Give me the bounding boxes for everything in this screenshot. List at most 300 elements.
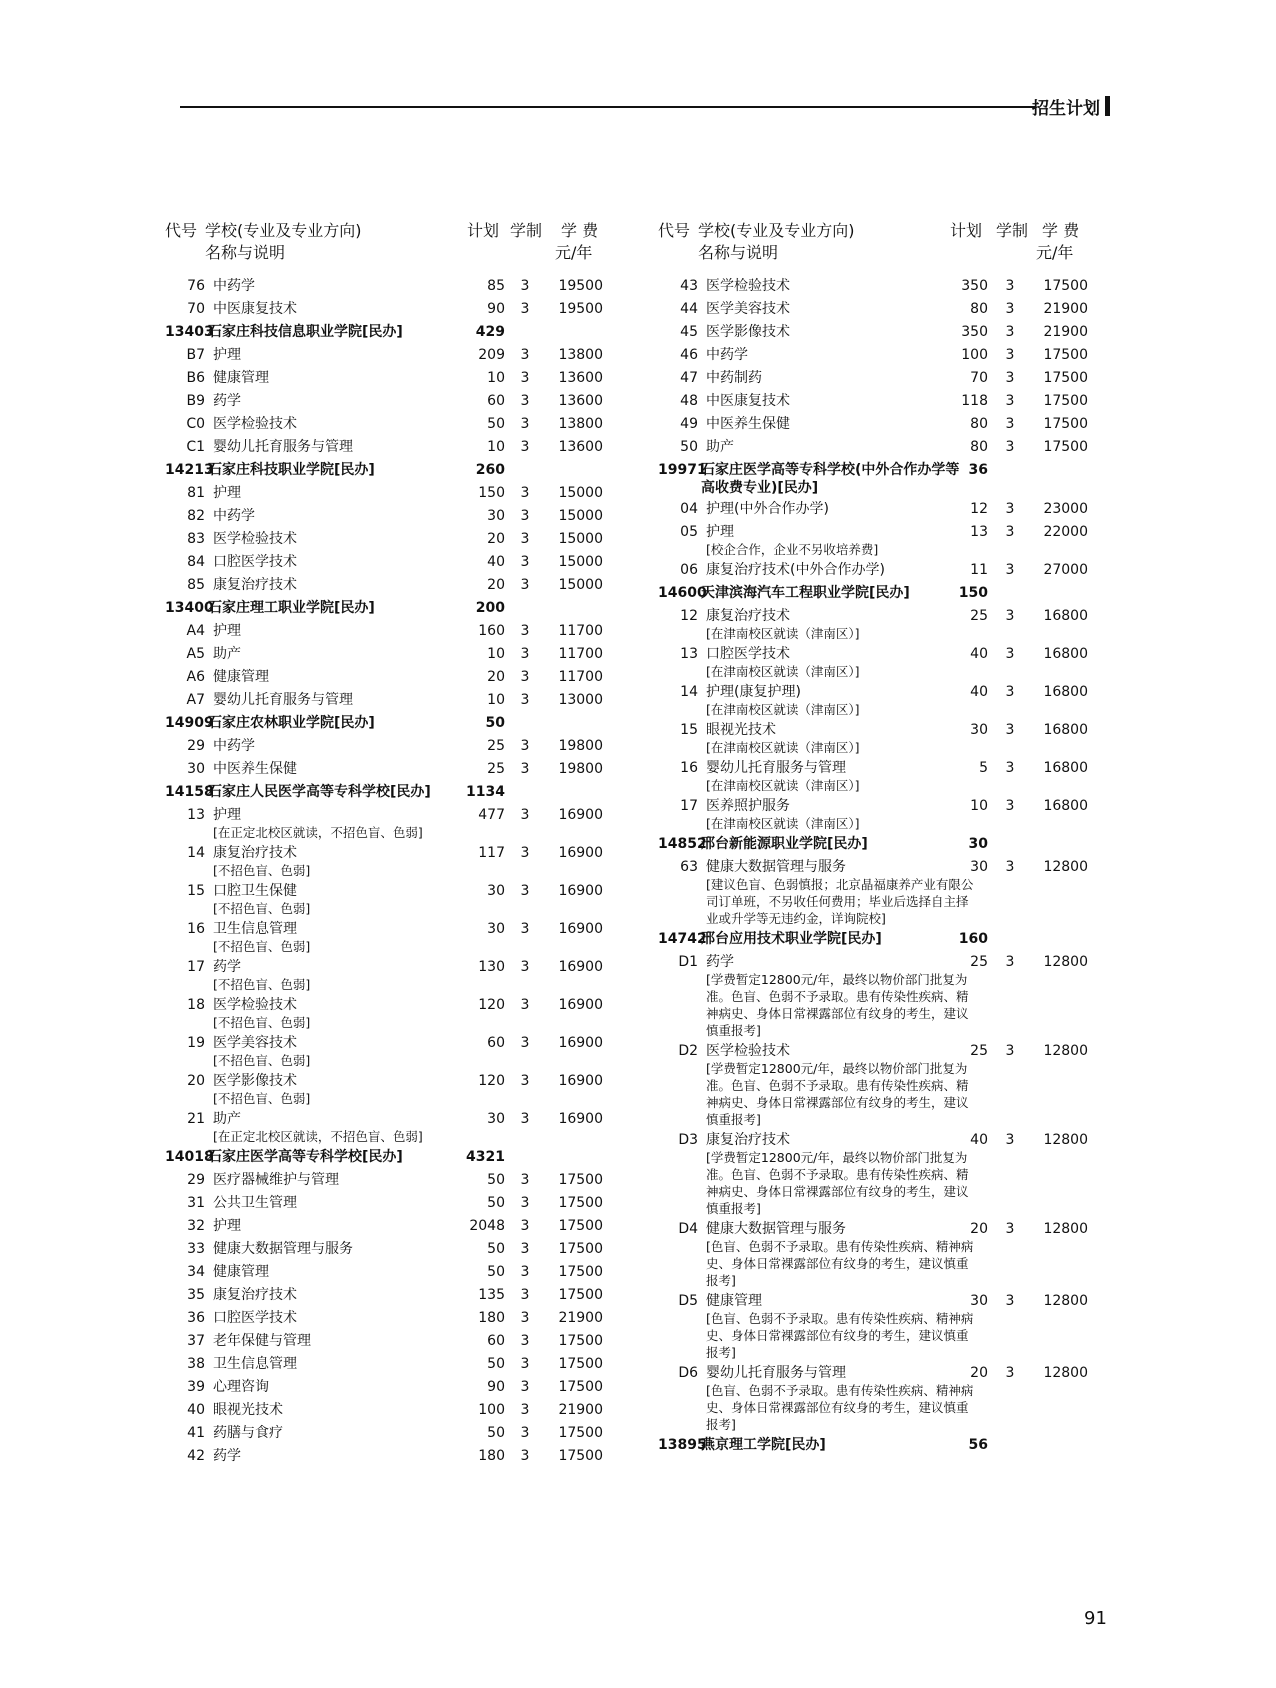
row-code: 43 [680, 278, 698, 294]
major-row [165, 1168, 645, 1191]
row-code: 76 [187, 278, 205, 294]
row-plan: 11 [970, 562, 988, 578]
row-name-cell [701, 927, 971, 948]
row-duration: 3 [1005, 684, 1015, 700]
row-fee: 13600 [558, 393, 603, 409]
row-duration: 3 [520, 1310, 530, 1326]
row-plan: 40 [970, 1132, 988, 1148]
row-name: 老年保健与管理 [213, 1333, 311, 1349]
row-code: 14 [680, 684, 698, 700]
major-row [165, 1214, 645, 1237]
row-name: 眼视光技术 [706, 722, 776, 738]
header-plan: 计划 [950, 221, 983, 240]
row-code: 46 [680, 347, 698, 363]
row-name: 药学 [706, 954, 734, 970]
row-plan: 10 [487, 646, 505, 662]
school-row [165, 596, 645, 619]
row-duration: 3 [520, 1333, 530, 1349]
row-name-cell [213, 550, 503, 571]
row-name: 石家庄农林职业学院[民办] [208, 715, 375, 731]
row-fee: 17500 [1043, 370, 1088, 386]
header-bar-mark [1105, 96, 1110, 116]
row-name: 医学检验技术 [706, 1043, 790, 1059]
row-duration: 3 [520, 301, 530, 317]
row-code: 40 [187, 1402, 205, 1418]
row-code: 84 [187, 554, 205, 570]
major-row [165, 274, 645, 297]
row-name-cell [706, 389, 976, 410]
header-school-line1: 学校(专业及专业方向) [698, 221, 855, 240]
row-name-cell [213, 955, 503, 993]
row-note: [在津南校区就读（津南区）] [706, 740, 860, 755]
row-duration: 3 [520, 347, 530, 363]
row-code: 47 [680, 370, 698, 386]
row-code: 50 [680, 439, 698, 455]
row-code: 29 [187, 738, 205, 754]
row-name-cell [208, 320, 498, 341]
row-name: 健康大数据管理与服务 [706, 1221, 846, 1237]
row-code: 20 [187, 1073, 205, 1089]
major-row [165, 527, 645, 550]
row-fee: 16800 [1043, 608, 1088, 624]
row-name: 药学 [213, 959, 241, 975]
row-note: [在津南校区就读（津南区）] [706, 778, 860, 793]
row-code: 21 [187, 1111, 205, 1127]
header-code: 代号 [658, 221, 691, 240]
row-fee: 23000 [1043, 501, 1088, 517]
row-code: 32 [187, 1218, 205, 1234]
row-duration: 3 [520, 807, 530, 823]
row-name: 石家庄科技信息职业学院[民办] [208, 324, 403, 340]
row-name: 邢台应用技术职业学院[民办] [701, 931, 882, 947]
row-name: 婴幼儿托育服务与管理 [213, 439, 353, 455]
row-plan: 477 [478, 807, 505, 823]
row-plan: 80 [970, 439, 988, 455]
row-fee: 21900 [558, 1310, 603, 1326]
row-plan: 135 [478, 1287, 505, 1303]
major-row [658, 497, 1128, 520]
row-fee: 11700 [558, 646, 603, 662]
row-fee: 16800 [1043, 798, 1088, 814]
row-note: [学费暂定12800元/年，最终以物价部门批复为准。色盲、色弱不予录取。患有传染性疾病、精神病史、身体日常裸露部位有纹身的考生，建议慎重报考] [706, 1061, 969, 1127]
row-duration: 3 [1005, 301, 1015, 317]
major-row [165, 1444, 645, 1467]
row-fee: 16900 [558, 997, 603, 1013]
major-row [658, 343, 1128, 366]
row-note: [在津南校区就读（津南区）] [706, 664, 860, 679]
row-fee: 16900 [558, 1035, 603, 1051]
row-code: 41 [187, 1425, 205, 1441]
school-row [658, 581, 1128, 604]
row-duration: 3 [520, 845, 530, 861]
major-row [658, 274, 1128, 297]
row-code: 04 [680, 501, 698, 517]
row-name-cell [213, 527, 503, 548]
major-row [165, 1283, 645, 1306]
row-duration: 3 [520, 883, 530, 899]
row-code: 44 [680, 301, 698, 317]
row-name: 助产 [213, 646, 241, 662]
row-code: 35 [187, 1287, 205, 1303]
major-row [658, 950, 1128, 1039]
row-name: 药学 [213, 393, 241, 409]
row-name: 中药制药 [706, 370, 762, 386]
row-code: 14018 [165, 1149, 214, 1165]
row-name: 助产 [706, 439, 734, 455]
header-fee-line1: 学 费 [561, 221, 599, 240]
school-row [165, 458, 645, 481]
major-row [658, 1128, 1128, 1217]
row-note: [建议色盲、色弱慎报；北京晶福康养产业有限公司订单班，不另收任何费用；毕业后选择自主择业或升学等无违约金，详询院校] [706, 877, 974, 926]
row-name: 婴幼儿托育服务与管理 [706, 760, 846, 776]
section-title: 招生计划 [1032, 99, 1100, 119]
row-code: 36 [187, 1310, 205, 1326]
row-plan: 120 [478, 997, 505, 1013]
row-plan: 160 [478, 623, 505, 639]
row-name: 眼视光技术 [213, 1402, 283, 1418]
major-row [165, 1107, 645, 1145]
row-duration: 3 [520, 959, 530, 975]
major-row [165, 642, 645, 665]
row-name: 医养照护服务 [706, 798, 790, 814]
row-duration: 3 [1005, 278, 1015, 294]
row-fee: 19500 [558, 278, 603, 294]
row-name: 药膳与食疗 [213, 1425, 283, 1441]
row-duration: 3 [520, 623, 530, 639]
header-fee-line2: 元/年 [555, 243, 593, 262]
row-duration: 3 [1005, 1365, 1015, 1381]
row-name: 中药学 [213, 508, 255, 524]
row-name-cell [706, 642, 976, 680]
row-name-cell [213, 1031, 503, 1069]
row-fee: 17500 [1043, 393, 1088, 409]
row-plan: 25 [970, 1043, 988, 1059]
row-fee: 17500 [558, 1172, 603, 1188]
major-row [658, 558, 1128, 581]
row-code: 13403 [165, 324, 214, 340]
row-plan: 150 [478, 485, 505, 501]
row-note: [在津南校区就读（津南区）] [706, 626, 860, 641]
row-plan: 130 [478, 959, 505, 975]
row-code: 37 [187, 1333, 205, 1349]
row-name-cell [213, 1421, 503, 1442]
row-plan: 350 [961, 324, 988, 340]
row-note: [在正定北校区就读，不招色盲、色弱] [213, 1129, 423, 1144]
major-row [165, 619, 645, 642]
row-plan: 70 [970, 370, 988, 386]
major-row [165, 841, 645, 879]
major-row [658, 520, 1128, 558]
row-code: D1 [678, 954, 698, 970]
row-code: 30 [187, 761, 205, 777]
major-row [165, 1329, 645, 1352]
row-fee: 17500 [558, 1333, 603, 1349]
row-name-cell [208, 596, 498, 617]
major-row [165, 993, 645, 1031]
row-name-cell [706, 794, 976, 832]
row-plan: 20 [970, 1365, 988, 1381]
school-row [658, 927, 1128, 950]
row-plan: 80 [970, 416, 988, 432]
row-duration: 3 [520, 1448, 530, 1464]
row-name: 健康管理 [213, 669, 269, 685]
row-name-cell [706, 950, 976, 1039]
row-name-cell [701, 581, 971, 602]
row-plan: 260 [475, 462, 505, 478]
page-number: 91 [1084, 1608, 1107, 1629]
row-note: [在津南校区就读（津南区）] [706, 816, 860, 831]
row-name: 婴幼儿托育服务与管理 [706, 1365, 846, 1381]
row-plan: 25 [487, 761, 505, 777]
row-name-cell [213, 803, 503, 841]
row-name-cell [701, 458, 971, 497]
row-duration: 3 [520, 738, 530, 754]
row-duration: 3 [1005, 722, 1015, 738]
row-name-cell [213, 1168, 503, 1189]
row-name-cell [213, 366, 503, 387]
row-duration: 3 [520, 554, 530, 570]
row-duration: 3 [1005, 1293, 1015, 1309]
row-duration: 3 [520, 1172, 530, 1188]
major-row [165, 1191, 645, 1214]
major-row [165, 1421, 645, 1444]
row-name-cell [706, 718, 976, 756]
row-code: 12 [680, 608, 698, 624]
row-name-cell [706, 1217, 976, 1289]
major-row [165, 1237, 645, 1260]
row-note: [在正定北校区就读，不招色盲、色弱] [213, 825, 423, 840]
row-name: 健康大数据管理与服务 [213, 1241, 353, 1257]
row-name: 中医康复技术 [213, 301, 297, 317]
school-row [658, 458, 1128, 497]
row-name-cell [213, 993, 503, 1031]
row-duration: 3 [1005, 798, 1015, 814]
row-plan: 50 [487, 1356, 505, 1372]
row-code: 14213 [165, 462, 214, 478]
row-name: 医学影像技术 [213, 1073, 297, 1089]
row-code: 83 [187, 531, 205, 547]
row-fee: 17500 [558, 1356, 603, 1372]
row-code: 14909 [165, 715, 214, 731]
row-code: 13895 [658, 1437, 707, 1453]
row-fee: 12800 [1043, 859, 1088, 875]
row-code: 14600 [658, 585, 707, 601]
row-plan: 117 [478, 845, 505, 861]
major-row [165, 665, 645, 688]
row-name: 邢台新能源职业学院[民办] [701, 836, 868, 852]
row-name-cell [213, 879, 503, 917]
row-name-cell [213, 481, 503, 502]
row-fee: 16900 [558, 1111, 603, 1127]
row-code: 45 [680, 324, 698, 340]
row-fee: 13800 [558, 347, 603, 363]
row-name-cell [213, 1398, 503, 1419]
row-name-cell [213, 688, 503, 709]
row-name-cell [208, 458, 498, 479]
row-name-cell [213, 343, 503, 364]
row-name: 护理 [213, 347, 241, 363]
row-name-cell [213, 1352, 503, 1373]
row-code: A4 [186, 623, 205, 639]
row-duration: 3 [520, 439, 530, 455]
row-code: 33 [187, 1241, 205, 1257]
header-plan: 计划 [467, 221, 500, 240]
row-name-cell [213, 642, 503, 663]
major-row [165, 917, 645, 955]
row-fee: 16800 [1043, 684, 1088, 700]
row-name: 医学检验技术 [213, 997, 297, 1013]
major-row [658, 756, 1128, 794]
row-code: 13400 [165, 600, 214, 616]
row-fee: 15000 [558, 508, 603, 524]
row-duration: 3 [520, 531, 530, 547]
row-duration: 3 [1005, 760, 1015, 776]
row-plan: 12 [970, 501, 988, 517]
row-duration: 3 [1005, 347, 1015, 363]
row-name: 中药学 [213, 738, 255, 754]
row-name-cell [213, 1375, 503, 1396]
row-plan: 50 [487, 1172, 505, 1188]
row-fee: 15000 [558, 531, 603, 547]
row-plan: 118 [961, 393, 988, 409]
major-row [658, 604, 1128, 642]
row-fee: 17500 [558, 1195, 603, 1211]
row-duration: 3 [1005, 416, 1015, 432]
row-duration: 3 [1005, 524, 1015, 540]
row-name: 中药学 [706, 347, 748, 363]
row-plan: 40 [487, 554, 505, 570]
row-plan: 13 [970, 524, 988, 540]
row-name: 公共卫生管理 [213, 1195, 297, 1211]
row-plan: 90 [487, 301, 505, 317]
row-duration: 3 [1005, 324, 1015, 340]
row-code: 19971 [658, 462, 707, 478]
row-duration: 3 [520, 1379, 530, 1395]
row-name: 助产 [213, 1111, 241, 1127]
row-fee: 12800 [1043, 954, 1088, 970]
row-fee: 16800 [1043, 722, 1088, 738]
major-row [165, 803, 645, 841]
row-duration: 3 [520, 1195, 530, 1211]
row-duration: 3 [1005, 1043, 1015, 1059]
row-code: C1 [186, 439, 205, 455]
row-duration: 3 [520, 997, 530, 1013]
major-row [165, 1069, 645, 1107]
major-row [165, 1398, 645, 1421]
row-name-cell [213, 1329, 503, 1350]
row-code: 82 [187, 508, 205, 524]
school-row [165, 711, 645, 734]
row-duration: 3 [520, 1402, 530, 1418]
major-row [658, 680, 1128, 718]
row-code: B6 [186, 370, 205, 386]
row-name-cell [213, 619, 503, 640]
row-fee: 21900 [1043, 324, 1088, 340]
major-row [165, 389, 645, 412]
row-duration: 3 [520, 1241, 530, 1257]
row-fee: 12800 [1043, 1293, 1088, 1309]
row-plan: 36 [968, 462, 988, 478]
row-duration: 3 [1005, 501, 1015, 517]
row-name-cell [213, 734, 503, 755]
row-name: 燕京理工学院[民办] [701, 1437, 826, 1453]
row-note: [色盲、色弱不予录取。患有传染性疾病、精神病史、身体日常裸露部位有纹身的考生，建议慎重报考] [706, 1383, 974, 1432]
header-duration: 学制 [996, 221, 1029, 240]
major-row [165, 504, 645, 527]
row-fee: 17500 [558, 1425, 603, 1441]
row-code: 18 [187, 997, 205, 1013]
row-plan: 20 [970, 1221, 988, 1237]
row-fee: 12800 [1043, 1043, 1088, 1059]
row-code: D4 [678, 1221, 698, 1237]
row-plan: 5 [979, 760, 988, 776]
row-fee: 15000 [558, 554, 603, 570]
row-plan: 100 [478, 1402, 505, 1418]
row-duration: 3 [520, 577, 530, 593]
row-code: 29 [187, 1172, 205, 1188]
table-header-left [165, 218, 645, 274]
row-duration: 3 [520, 1264, 530, 1280]
row-fee: 22000 [1043, 524, 1088, 540]
row-fee: 16900 [558, 959, 603, 975]
table-header-right [658, 218, 1128, 274]
row-duration: 3 [520, 1073, 530, 1089]
row-name-cell [701, 832, 971, 853]
row-name: 康复治疗技术 [706, 1132, 790, 1148]
row-plan: 20 [487, 577, 505, 593]
school-row [165, 1145, 645, 1168]
row-duration: 3 [1005, 439, 1015, 455]
row-name: 口腔医学技术 [706, 646, 790, 662]
row-plan: 50 [485, 715, 505, 731]
header-fee-line2: 元/年 [1036, 243, 1074, 262]
row-plan: 20 [487, 531, 505, 547]
row-code: 85 [187, 577, 205, 593]
row-duration: 3 [520, 370, 530, 386]
row-plan: 90 [487, 1379, 505, 1395]
row-duration: 3 [520, 669, 530, 685]
row-plan: 60 [487, 1035, 505, 1051]
major-row [658, 1039, 1128, 1128]
major-row [658, 366, 1128, 389]
row-name-cell [213, 573, 503, 594]
row-plan: 200 [475, 600, 505, 616]
row-name: 健康管理 [213, 370, 269, 386]
row-plan: 30 [970, 1293, 988, 1309]
row-name-cell [701, 1433, 971, 1454]
row-code: 13 [680, 646, 698, 662]
row-fee: 17500 [558, 1287, 603, 1303]
row-code: 42 [187, 1448, 205, 1464]
row-name: 医学影像技术 [706, 324, 790, 340]
row-code: 14852 [658, 836, 707, 852]
row-name-cell [213, 435, 503, 456]
row-code: 81 [187, 485, 205, 501]
row-plan: 30 [487, 1111, 505, 1127]
row-fee: 27000 [1043, 562, 1088, 578]
row-note: [色盲、色弱不予录取。患有传染性疾病、精神病史、身体日常裸露部位有纹身的考生，建议慎重报考] [706, 1311, 974, 1360]
header-school-line1: 学校(专业及专业方向) [205, 221, 362, 240]
major-row [658, 642, 1128, 680]
row-name-cell [706, 343, 976, 364]
header-code: 代号 [165, 221, 198, 240]
row-code: D3 [678, 1132, 698, 1148]
row-code: A5 [186, 646, 205, 662]
row-plan: 160 [958, 931, 988, 947]
major-row [165, 688, 645, 711]
row-duration: 3 [1005, 370, 1015, 386]
row-note: [不招色盲、色弱] [213, 863, 311, 878]
